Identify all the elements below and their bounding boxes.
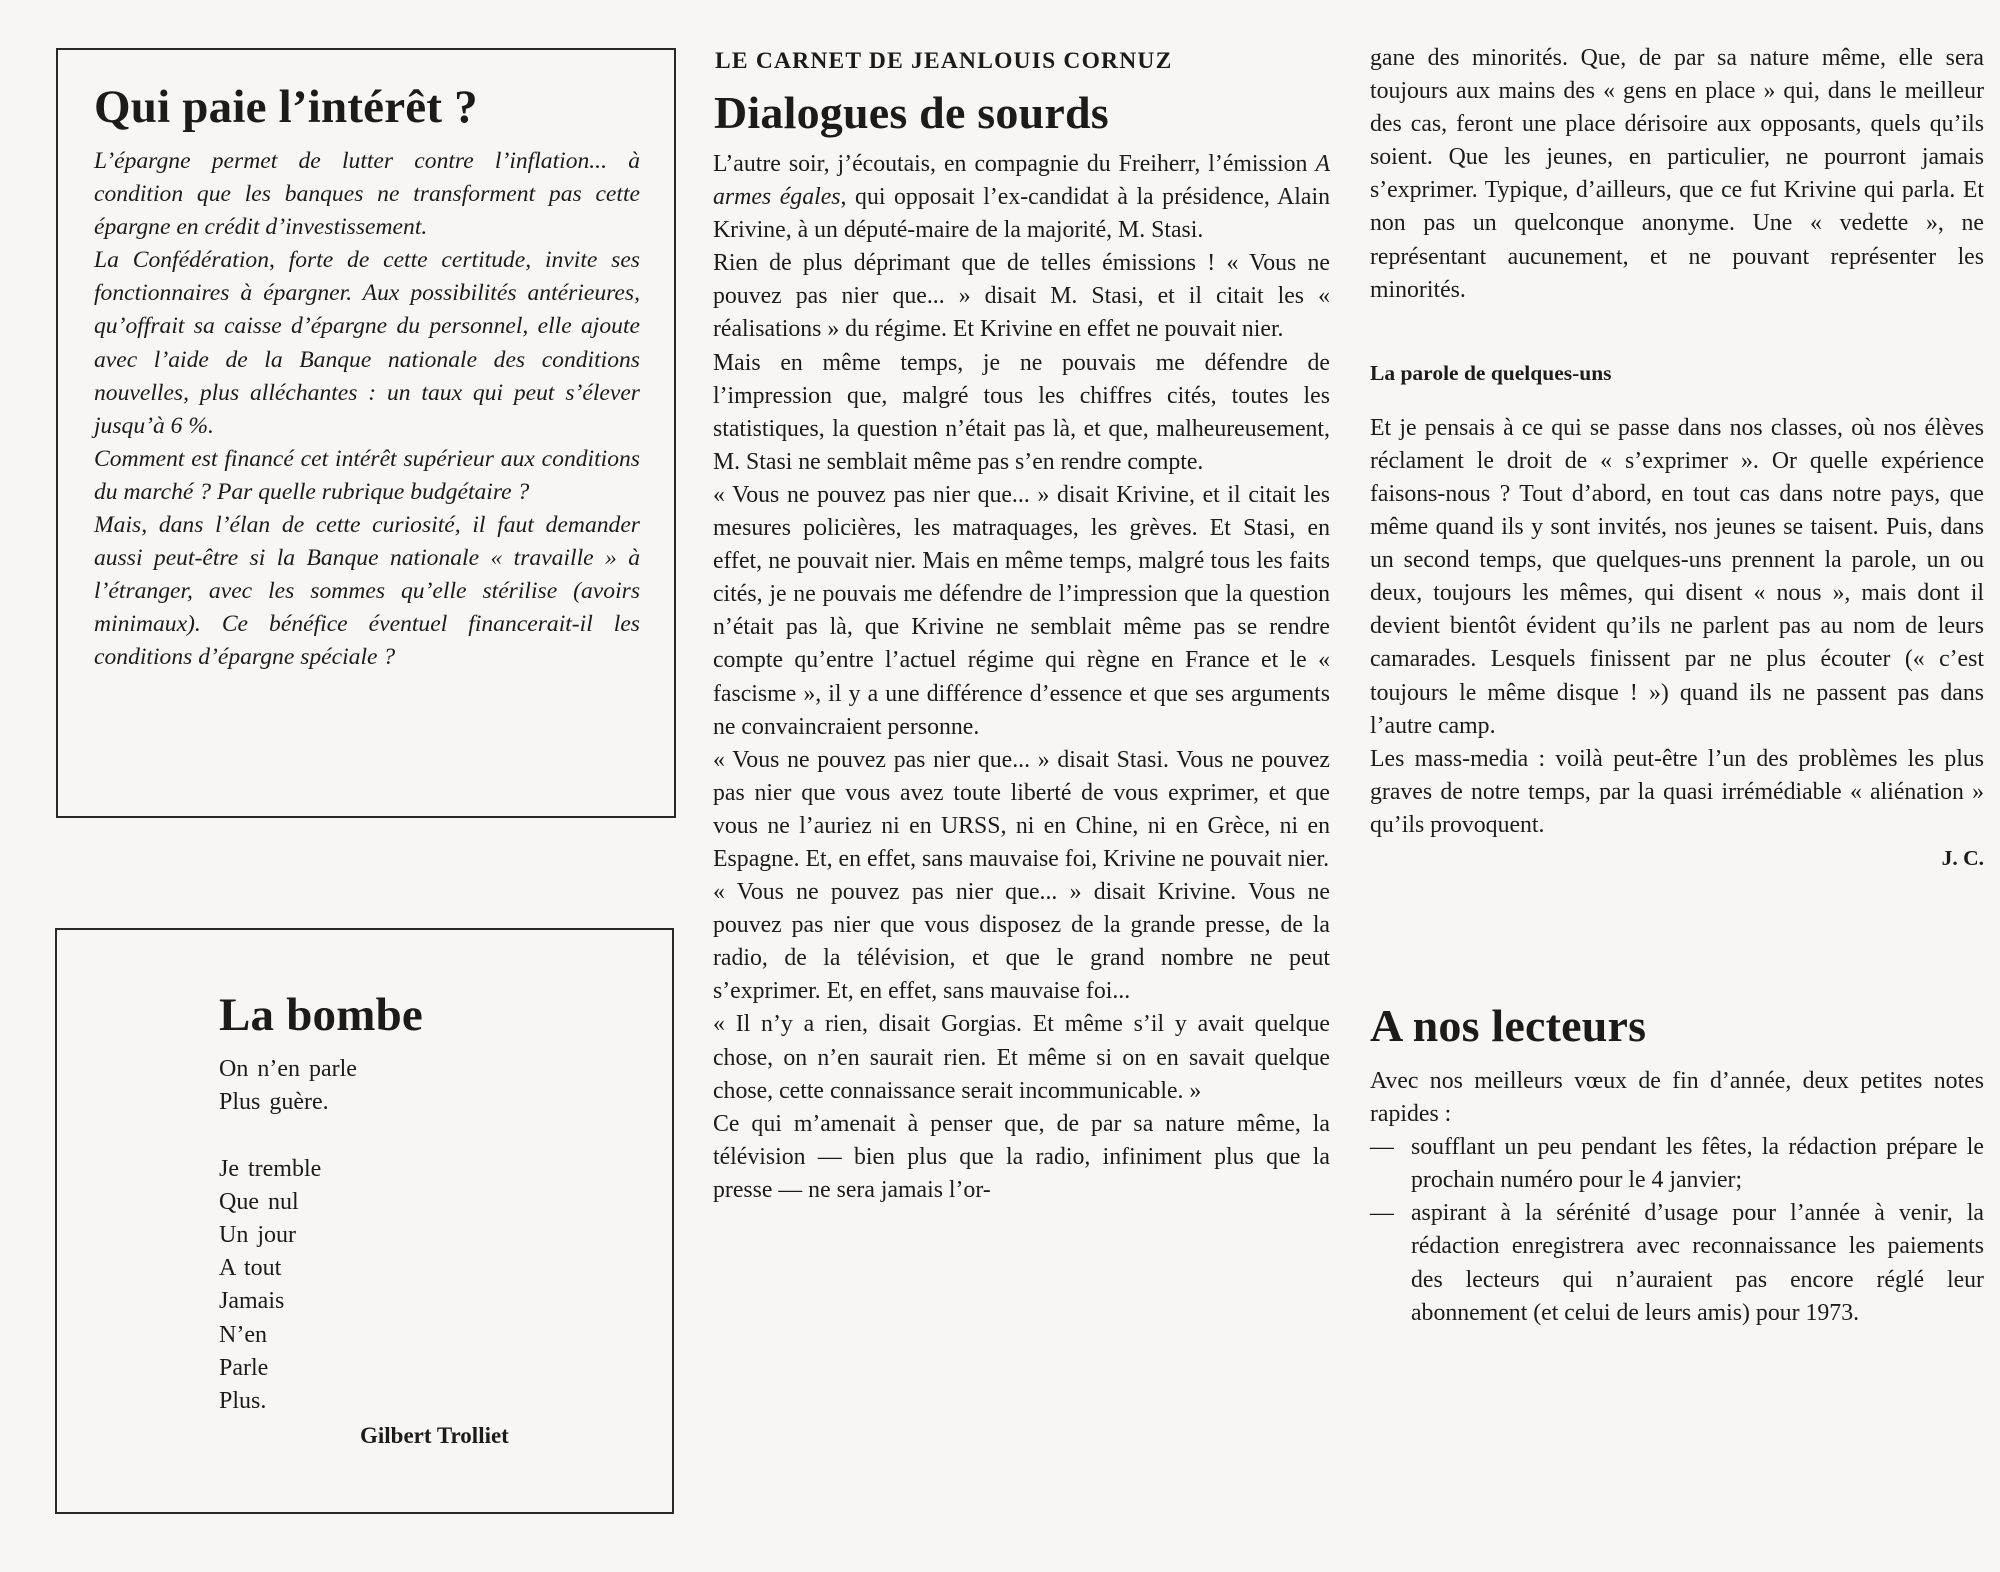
- poem-line: Que nul: [219, 1188, 299, 1215]
- poem-line: Un jour: [219, 1221, 296, 1248]
- poem-author: Gilbert Trolliet: [360, 1423, 509, 1448]
- poem-title: La bombe: [219, 989, 423, 1041]
- text-run: , qui opposait l’ex-candidat à la présidence, Alain Krivine, à un député-maire de la majorité, M. Stasi.: [713, 184, 1330, 244]
- spacer: [1370, 875, 1984, 1003]
- list-item-text: soufflant un peu pendant les fêtes, la rédaction prépare le prochain numéro pour le 4 janvier;: [1411, 1134, 1984, 1194]
- text-run: L’autre soir, j’écoutais, en compagnie du Freiherr, l’émission: [713, 151, 1316, 177]
- carnet-paragraph-8-continued: gane des minorités. Que, de par sa nature même, elle sera toujours aux mains des « gens en place » qui, dans le meilleur des cas, feront une place dérisoire aux opposants, quels qu’ils soient. Que les jeunes, en particulier, ne pourront jamais s’exprimer. Typique, d’ailleurs, que ce fut Krivine qui parla. Et non pas un quelconque anonyme. Une « vedette », ne représentant aucunement, et ne pouvant représenter les minorités.: [1370, 45, 1984, 303]
- carnet-paragraph-3: Mais en même temps, je ne pouvais me défendre de l’impression que, malgré tous les chiffres cités, toutes les statistiques, la question n’était pas là, et que, malheureusement, M. Stasi ne semblait même pas s’en rendre compte.: [713, 349, 1330, 475]
- carnet-paragraph-10: Les mass-media : voilà peut-être l’un des problèmes les plus graves de notre temps, par la quasi irrémédiable « aliénation » qu’ils provoquent.: [1370, 745, 1984, 838]
- poem-box-bombe: [55, 928, 674, 1514]
- list-item: [1370, 1131, 1984, 1197]
- article-box-interet: [56, 48, 676, 818]
- carnet-paragraph-9: Et je pensais à ce qui se passe dans nos classes, où nos élèves réclament le droit de « s’exprimer ». Or quelle expérience faisons-nous ? Tout d’abord, en tout cas dans notre pays, que même quand ils y sont invités, nos jeunes se taisent. Puis, dans un second temps, que quelques-uns prennent la parole, un ou deux, toujours les mêmes, qui disent « nous », mais dont il devient bientôt évident qu’ils ne parlent pas au nom de leurs camarades. Lesquels finissent par ne plus écouter (« c’est toujours le même disque ! ») quand ils ne passent pas dans l’autre camp.: [1370, 414, 1984, 739]
- interet-paragraph-4: Mais, dans l’élan de cette curiosité, il faut demander aussi peut-être si la Banque nationale « travaille » à l’étranger, avec les sommes qu’elle stérilise (avoirs minimaux). Ce bénéfice éventuel financerait-il les conditions d’épargne spéciale ?: [94, 512, 640, 671]
- carnet-paragraph-7: « Il n’y a rien, disait Gorgias. Et même s’il y avait quelque chose, on n’en saurait rien. Et même si on en savait quelque chose, cette connaissance serait incommunicable. »: [713, 1011, 1330, 1104]
- poem-line: Plus guère.: [219, 1089, 329, 1116]
- article-title-lecteurs: A nos lecteurs: [1370, 999, 1647, 1051]
- poem-line: A tout: [219, 1255, 282, 1282]
- carnet-paragraph-6: « Vous ne pouvez pas nier que... » disait Krivine. Vous ne pouvez pas nier que vous disposez de la grande presse, de la radio, de la télévision, et que le grand nombre ne peut s’exprimer. Et, en effet, sans mauvaise foi...: [713, 879, 1330, 1005]
- poem-line: Je tremble: [219, 1155, 322, 1182]
- stanza-break: [219, 1119, 559, 1152]
- interet-paragraph-2: La Confédération, forte de cette certitude, invite ses fonctionnaires à épargner. Aux possibilités antérieures, qu’offrait sa caisse d’épargne du personnel, elle ajoute avec l’aide de la Banque nationale des conditions nouvelles, plus alléchantes : un taux qui peut s’élever jusqu’à 6 %.: [94, 247, 640, 439]
- carnet-paragraph-2: Rien de plus déprimant que de telles émissions ! « Vous ne pouvez pas nier que... » disait M. Stasi, et il citait les « réalisations » du régime. Et Krivine en effet ne pouvait nier.: [713, 250, 1330, 343]
- article-title-dialogues: Dialogues de sourds: [714, 87, 1109, 138]
- poem-line: On n’en parle: [219, 1056, 357, 1082]
- column-kicker: LE CARNET DE JEANLOUIS CORNUZ: [715, 48, 1173, 74]
- article-signature: J. C.: [1941, 845, 1984, 870]
- interet-paragraph-3: Comment est financé cet intérêt supérieur aux conditions du marché ? Par quelle rubrique budgétaire ?: [94, 445, 640, 505]
- poem-line: Jamais: [219, 1288, 285, 1315]
- column-carnet: [713, 42, 1330, 1207]
- list-item-text: aspirant à la sérénité d’usage pour l’année à venir, la rédaction enregistrera avec reconnaissance les paiements des lecteurs qui n’auraient pas encore réglé leur abonnement (et celui de leurs amis) pour 1973.: [1411, 1200, 1984, 1326]
- spacer: [1370, 390, 1984, 412]
- article-title-interet: Qui paie l’intérêt ?: [94, 81, 478, 133]
- subhead-parole: La parole de quelques-uns: [1370, 360, 1612, 385]
- list-dash: —: [1370, 1134, 1394, 1161]
- poem-line: N’en: [219, 1321, 267, 1348]
- column-right: [1370, 42, 1984, 1330]
- carnet-paragraph-4: « Vous ne pouvez pas nier que... » disait Krivine, et il citait les mesures policières, les matraquages, les grèves. Et Stasi, en effet, ne pouvait nier. Mais en même temps, malgré tous les faits cités, je ne pouvais me défendre de l’impression que la question n’était pas là, que Krivine ne semblait même pas se rendre compte qu’entre l’actuel régime qui règne en France et le « fascisme », il y a une différence d’essence et que ses arguments ne convaincraient personne.: [713, 481, 1330, 740]
- poem-line: Parle: [219, 1354, 269, 1381]
- poem-line: Plus.: [219, 1387, 267, 1414]
- carnet-paragraph-8-start: Ce qui m’amenait à penser que, de par sa nature même, la télévision — bien plus que la radio, infiniment plus que la presse — ne sera jamais l’or-: [713, 1110, 1330, 1203]
- carnet-paragraph-5: « Vous ne pouvez pas nier que... » disait Stasi. Vous ne pouvez pas nier que vous avez toute liberté de vous exprimer, et que vous ne l’auriez ni en URSS, ni en Chine, ni en Grèce, ni en Espagne. Et, en effet, sans mauvaise foi, Krivine ne pouvait nier.: [713, 746, 1330, 872]
- poem-body: [219, 989, 559, 1418]
- carnet-paragraph-1: [713, 148, 1330, 247]
- lecteurs-intro: Avec nos meilleurs vœux de fin d’année, deux petites notes rapides :: [1370, 1067, 1984, 1128]
- interet-paragraph-1: L’épargne permet de lutter contre l’inflation... à condition que les banques ne transforment pas cette épargne en crédit d’investissement.: [94, 148, 640, 241]
- list-item: [1370, 1197, 1984, 1329]
- emission-title: A armes égales: [713, 151, 1330, 211]
- list-dash: —: [1370, 1200, 1394, 1227]
- spacer: [1370, 307, 1984, 357]
